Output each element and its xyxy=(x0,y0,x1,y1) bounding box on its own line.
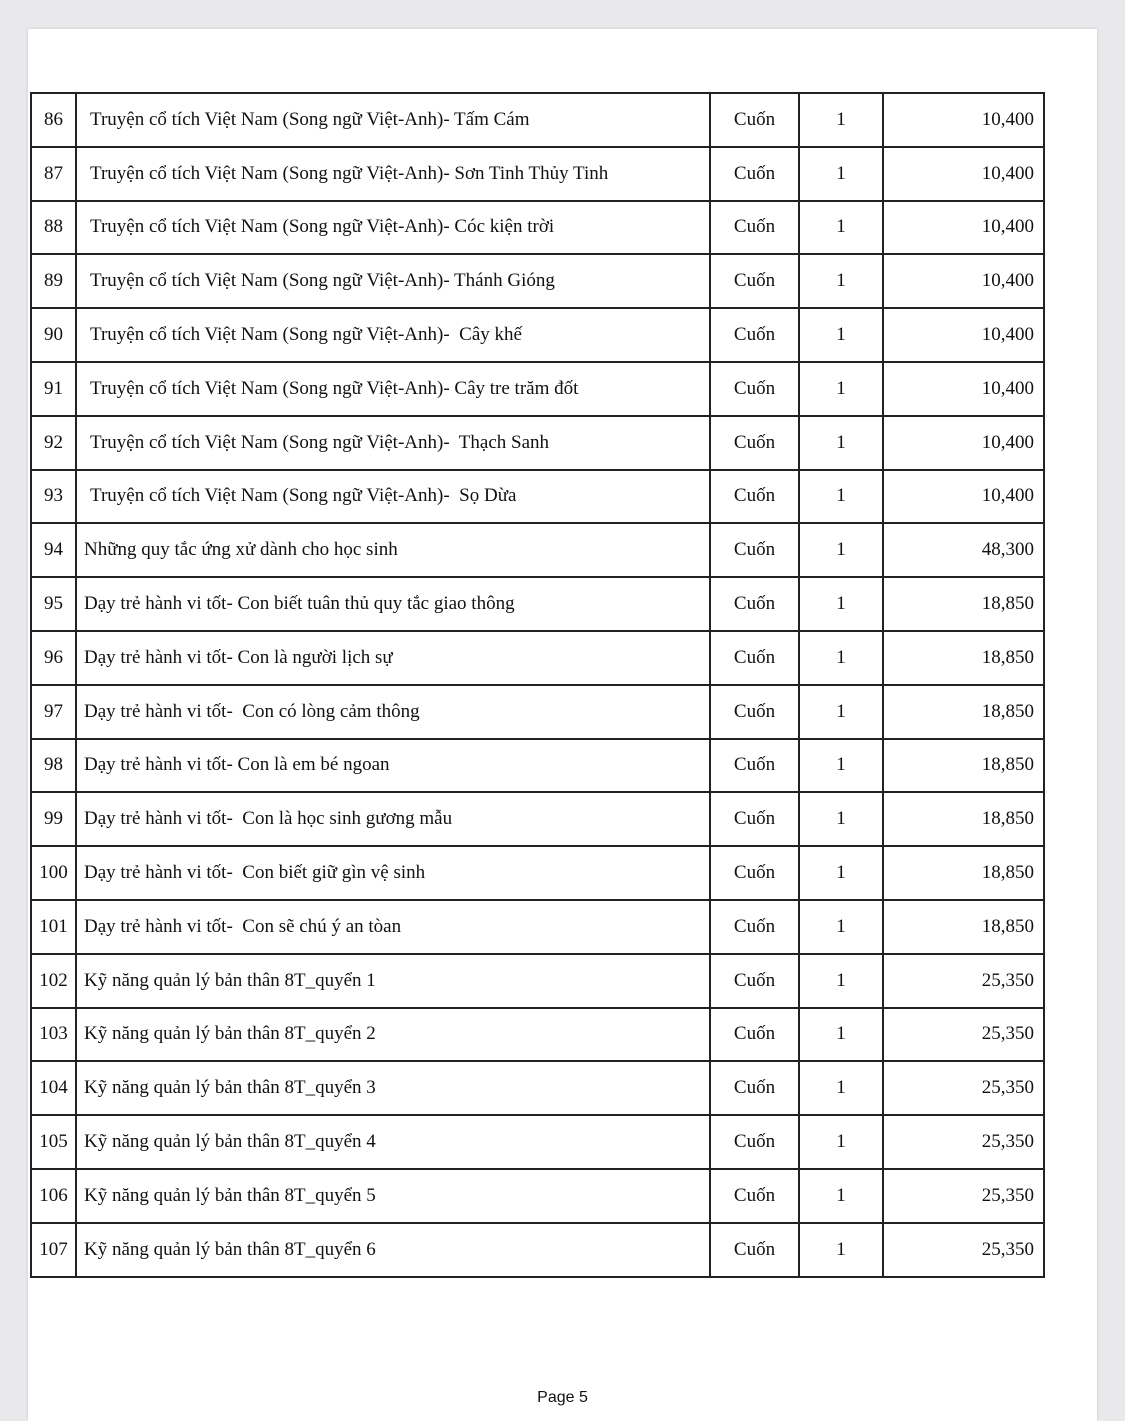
table-row xyxy=(31,792,1044,846)
row-number-cell: 95 xyxy=(31,577,76,631)
unit-price-cell: 10,400 xyxy=(883,416,1044,470)
book-title-cell: Truyện cổ tích Việt Nam (Song ngữ Việt-Anh)- Sọ Dừa xyxy=(76,470,710,524)
unit-price-cell: 18,850 xyxy=(883,685,1044,739)
unit-cell: Cuốn xyxy=(710,900,799,954)
book-title-cell: Kỹ năng quản lý bản thân 8T_quyển 2 xyxy=(76,1008,710,1062)
row-number-cell: 93 xyxy=(31,470,76,524)
book-list-table xyxy=(30,92,1045,1278)
unit-cell: Cuốn xyxy=(710,254,799,308)
unit-cell: Cuốn xyxy=(710,93,799,147)
quantity-cell: 1 xyxy=(799,416,883,470)
unit-price-cell: 18,850 xyxy=(883,631,1044,685)
unit-cell: Cuốn xyxy=(710,362,799,416)
row-number-cell: 87 xyxy=(31,147,76,201)
quantity-cell: 1 xyxy=(799,739,883,793)
page-number: Page 5 xyxy=(537,1389,588,1406)
unit-price-cell: 25,350 xyxy=(883,1223,1044,1277)
book-title-cell: Kỹ năng quản lý bản thân 8T_quyển 6 xyxy=(76,1223,710,1277)
table-row xyxy=(31,739,1044,793)
unit-price-cell: 48,300 xyxy=(883,523,1044,577)
unit-price-cell: 25,350 xyxy=(883,954,1044,1008)
table-row xyxy=(31,1061,1044,1115)
quantity-cell: 1 xyxy=(799,254,883,308)
unit-price-cell: 18,850 xyxy=(883,577,1044,631)
unit-cell: Cuốn xyxy=(710,523,799,577)
book-title-cell: Những quy tắc ứng xử dành cho học sinh xyxy=(76,523,710,577)
book-title-cell: Dạy trẻ hành vi tốt- Con biết tuân thủ quy tắc giao thông xyxy=(76,577,710,631)
row-number-cell: 105 xyxy=(31,1115,76,1169)
book-title-cell: Dạy trẻ hành vi tốt- Con là người lịch sự xyxy=(76,631,710,685)
unit-price-cell: 18,850 xyxy=(883,900,1044,954)
book-title-cell: Dạy trẻ hành vi tốt- Con là em bé ngoan xyxy=(76,739,710,793)
row-number-cell: 98 xyxy=(31,739,76,793)
table-row xyxy=(31,1008,1044,1062)
table-row xyxy=(31,631,1044,685)
quantity-cell: 1 xyxy=(799,631,883,685)
unit-cell: Cuốn xyxy=(710,739,799,793)
book-title-cell: Truyện cổ tích Việt Nam (Song ngữ Việt-Anh)- Sơn Tinh Thủy Tinh xyxy=(76,147,710,201)
unit-price-cell: 25,350 xyxy=(883,1115,1044,1169)
quantity-cell: 1 xyxy=(799,201,883,255)
book-title-cell: Kỹ năng quản lý bản thân 8T_quyển 1 xyxy=(76,954,710,1008)
table-row xyxy=(31,1169,1044,1223)
book-title-cell: Truyện cổ tích Việt Nam (Song ngữ Việt-Anh)- Cóc kiện trời xyxy=(76,201,710,255)
book-title-cell: Kỹ năng quản lý bản thân 8T_quyển 5 xyxy=(76,1169,710,1223)
book-title-cell: Truyện cổ tích Việt Nam (Song ngữ Việt-Anh)- Tấm Cám xyxy=(76,93,710,147)
quantity-cell: 1 xyxy=(799,470,883,524)
quantity-cell: 1 xyxy=(799,1169,883,1223)
row-number-cell: 99 xyxy=(31,792,76,846)
unit-cell: Cuốn xyxy=(710,147,799,201)
row-number-cell: 103 xyxy=(31,1008,76,1062)
table-row xyxy=(31,846,1044,900)
unit-price-cell: 10,400 xyxy=(883,254,1044,308)
row-number-cell: 101 xyxy=(31,900,76,954)
quantity-cell: 1 xyxy=(799,846,883,900)
row-number-cell: 104 xyxy=(31,1061,76,1115)
table-row xyxy=(31,362,1044,416)
table-row xyxy=(31,254,1044,308)
table-row xyxy=(31,900,1044,954)
unit-cell: Cuốn xyxy=(710,631,799,685)
table-row xyxy=(31,577,1044,631)
book-title-cell: Truyện cổ tích Việt Nam (Song ngữ Việt-Anh)- Cây khế xyxy=(76,308,710,362)
unit-price-cell: 18,850 xyxy=(883,739,1044,793)
unit-cell: Cuốn xyxy=(710,201,799,255)
row-number-cell: 88 xyxy=(31,201,76,255)
unit-cell: Cuốn xyxy=(710,1061,799,1115)
unit-price-cell: 10,400 xyxy=(883,201,1044,255)
unit-cell: Cuốn xyxy=(710,954,799,1008)
table-row xyxy=(31,685,1044,739)
table-row xyxy=(31,954,1044,1008)
row-number-cell: 90 xyxy=(31,308,76,362)
row-number-cell: 106 xyxy=(31,1169,76,1223)
unit-cell: Cuốn xyxy=(710,1008,799,1062)
book-title-cell: Kỹ năng quản lý bản thân 8T_quyển 3 xyxy=(76,1061,710,1115)
book-title-cell: Truyện cổ tích Việt Nam (Song ngữ Việt-Anh)- Cây tre trăm đốt xyxy=(76,362,710,416)
book-title-cell: Dạy trẻ hành vi tốt- Con có lòng cảm thông xyxy=(76,685,710,739)
unit-price-cell: 18,850 xyxy=(883,846,1044,900)
document-page xyxy=(28,29,1097,1421)
quantity-cell: 1 xyxy=(799,954,883,1008)
book-title-cell: Dạy trẻ hành vi tốt- Con sẽ chú ý an tòan xyxy=(76,900,710,954)
book-title-cell: Dạy trẻ hành vi tốt- Con là học sinh gương mẫu xyxy=(76,792,710,846)
unit-price-cell: 10,400 xyxy=(883,470,1044,524)
unit-price-cell: 25,350 xyxy=(883,1008,1044,1062)
row-number-cell: 89 xyxy=(31,254,76,308)
unit-price-cell: 10,400 xyxy=(883,147,1044,201)
book-title-cell: Truyện cổ tích Việt Nam (Song ngữ Việt-Anh)- Thánh Gióng xyxy=(76,254,710,308)
unit-cell: Cuốn xyxy=(710,470,799,524)
row-number-cell: 96 xyxy=(31,631,76,685)
unit-price-cell: 25,350 xyxy=(883,1169,1044,1223)
quantity-cell: 1 xyxy=(799,1115,883,1169)
table-row xyxy=(31,1223,1044,1277)
quantity-cell: 1 xyxy=(799,1061,883,1115)
table-row xyxy=(31,147,1044,201)
unit-cell: Cuốn xyxy=(710,416,799,470)
quantity-cell: 1 xyxy=(799,1008,883,1062)
unit-cell: Cuốn xyxy=(710,846,799,900)
table-row xyxy=(31,416,1044,470)
table-row xyxy=(31,1115,1044,1169)
unit-price-cell: 10,400 xyxy=(883,308,1044,362)
table-row xyxy=(31,93,1044,147)
table-row xyxy=(31,470,1044,524)
quantity-cell: 1 xyxy=(799,362,883,416)
quantity-cell: 1 xyxy=(799,577,883,631)
table-row xyxy=(31,201,1044,255)
unit-cell: Cuốn xyxy=(710,1169,799,1223)
book-title-cell: Kỹ năng quản lý bản thân 8T_quyển 4 xyxy=(76,1115,710,1169)
row-number-cell: 94 xyxy=(31,523,76,577)
quantity-cell: 1 xyxy=(799,1223,883,1277)
row-number-cell: 92 xyxy=(31,416,76,470)
unit-cell: Cuốn xyxy=(710,577,799,631)
row-number-cell: 102 xyxy=(31,954,76,1008)
unit-price-cell: 18,850 xyxy=(883,792,1044,846)
table-row xyxy=(31,523,1044,577)
unit-cell: Cuốn xyxy=(710,1115,799,1169)
row-number-cell: 91 xyxy=(31,362,76,416)
quantity-cell: 1 xyxy=(799,308,883,362)
book-title-cell: Truyện cổ tích Việt Nam (Song ngữ Việt-Anh)- Thạch Sanh xyxy=(76,416,710,470)
quantity-cell: 1 xyxy=(799,147,883,201)
row-number-cell: 86 xyxy=(31,93,76,147)
quantity-cell: 1 xyxy=(799,900,883,954)
row-number-cell: 97 xyxy=(31,685,76,739)
unit-price-cell: 10,400 xyxy=(883,93,1044,147)
quantity-cell: 1 xyxy=(799,93,883,147)
quantity-cell: 1 xyxy=(799,792,883,846)
unit-cell: Cuốn xyxy=(710,685,799,739)
table-row xyxy=(31,308,1044,362)
quantity-cell: 1 xyxy=(799,685,883,739)
unit-cell: Cuốn xyxy=(710,308,799,362)
unit-price-cell: 25,350 xyxy=(883,1061,1044,1115)
book-title-cell: Dạy trẻ hành vi tốt- Con biết giữ gìn vệ sinh xyxy=(76,846,710,900)
unit-cell: Cuốn xyxy=(710,1223,799,1277)
quantity-cell: 1 xyxy=(799,523,883,577)
unit-price-cell: 10,400 xyxy=(883,362,1044,416)
row-number-cell: 107 xyxy=(31,1223,76,1277)
row-number-cell: 100 xyxy=(31,846,76,900)
unit-cell: Cuốn xyxy=(710,792,799,846)
